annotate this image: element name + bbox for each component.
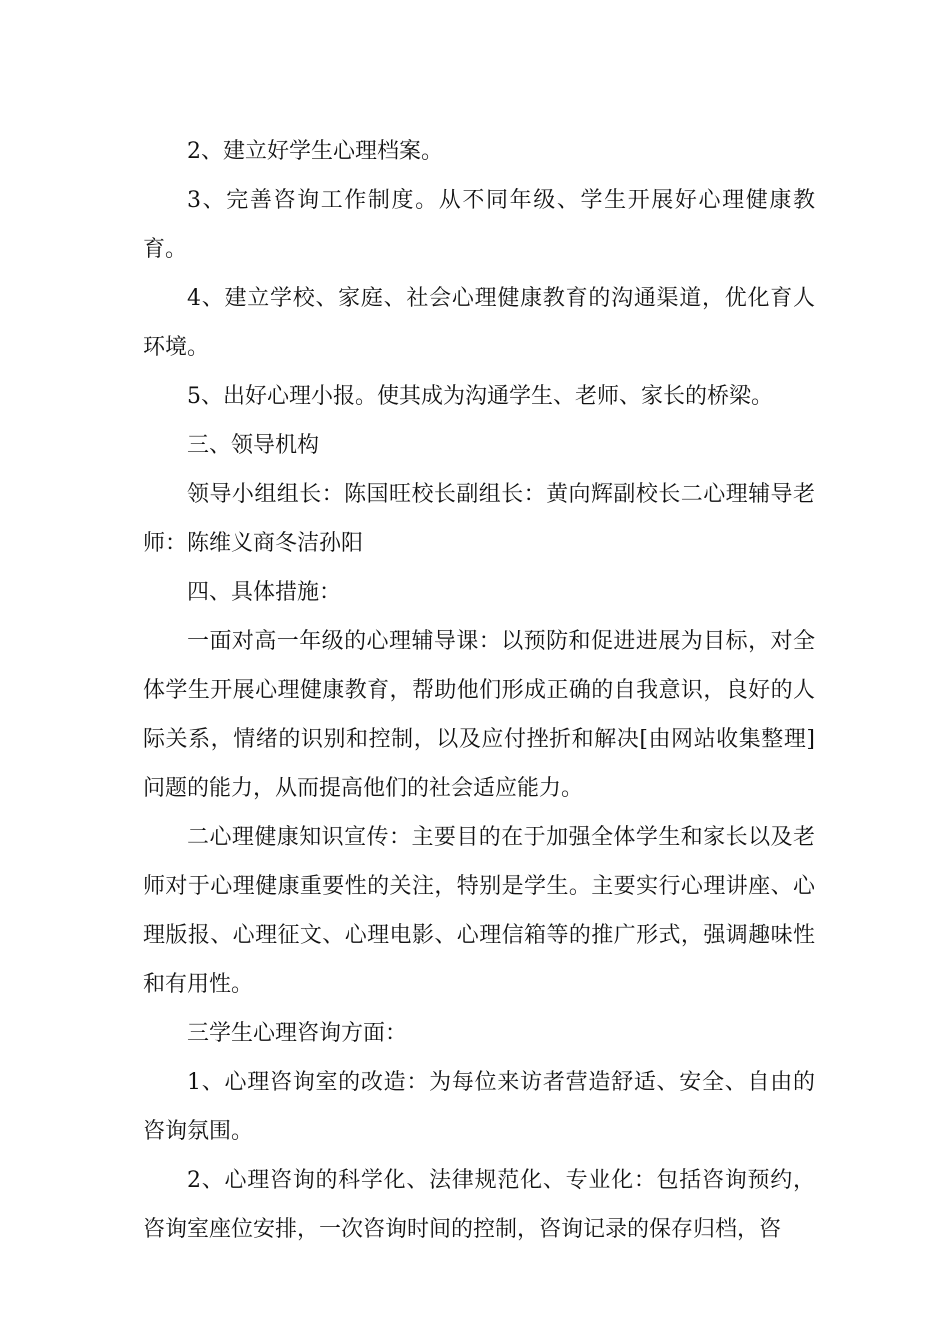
paragraph-knowledge-promotion: 二心理健康知识宣传：主要目的在于加强全体学生和家长以及老师对于心理健康重要性的关注，特别是学生。主要实行心理讲座、心理版报、心理征文、心理电影、心理信箱等的推广形式，强调趣味性和有用性。 (143, 825, 815, 997)
paragraph-communication-channel: 4、建立学校、家庭、社会心理健康教育的沟通渠道，优化育人环境。 (143, 286, 815, 360)
paragraph-consulting-system: 3、完善咨询工作制度。从不同年级、学生开展好心理健康教育。 (143, 188, 815, 262)
paragraph-record-archive: 2、建立好学生心理档案。 (187, 139, 443, 164)
document-body (143, 127, 815, 1254)
section-heading-measures: 四、具体措施： (187, 580, 342, 605)
paragraph-counseling-room: 1、心理咨询室的改造：为每位来访者营造舒适、安全、自由的咨询氛围。 (143, 1070, 815, 1144)
paragraph-newsletter: 5、出好心理小报。使其成为沟通学生、老师、家长的桥梁。 (187, 384, 773, 409)
subheading-counseling: 三学生心理咨询方面： (187, 1021, 408, 1046)
paragraph-guidance-class: 一面对高一年级的心理辅导课：以预防和促进进展为目标，对全体学生开展心理健康教育，帮助他们形成正确的自我意识，良好的人际关系，情绪的识别和控制，以及应付挫折和解决[由网站收集整理]问题的能力，从而提高他们的社会适应能力。 (143, 629, 815, 801)
paragraph-leadership-members: 领导小组组长：陈国旺校长副组长：黄向辉副校长二心理辅导老师：陈维义商冬洁孙阳 (143, 482, 815, 556)
section-heading-leadership: 三、领导机构 (187, 433, 320, 458)
paragraph-counseling-standards: 2、心理咨询的科学化、法律规范化、专业化：包括咨询预约，咨询室座位安排，一次咨询时间的控制，咨询记录的保存归档，咨 (143, 1168, 815, 1242)
